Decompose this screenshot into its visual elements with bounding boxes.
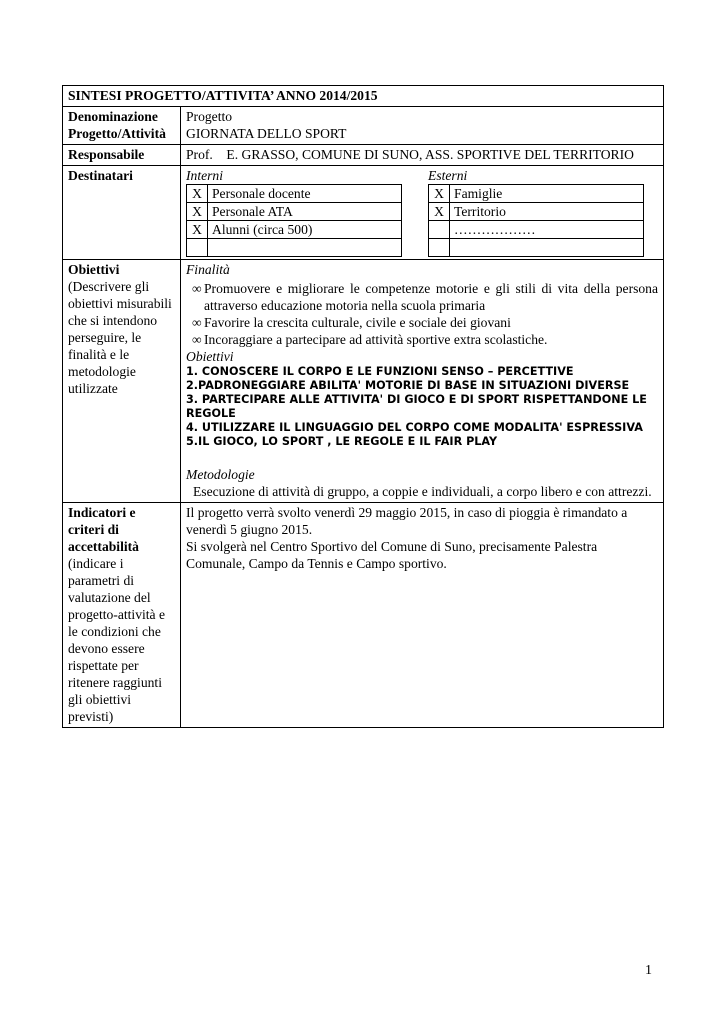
list-item: ∞ Incoraggiare a partecipare ad attività sportive extra scolastiche. (192, 332, 548, 347)
destinatari-row (63, 166, 664, 260)
checkbox-mark: X (187, 203, 208, 221)
destinatari-label: Destinatari (63, 166, 181, 260)
infinity-bullet-icon: ∞ (192, 281, 202, 296)
checkbox-mark (187, 239, 208, 257)
list-item: Personale ATA (208, 203, 402, 221)
checkbox-mark: X (429, 185, 450, 203)
indicatori-paragraph: Si svolgerà nel Centro Sportivo del Comune di Suno, precisamente Palestra Comunale, Campo da Tennis e Campo sportivo. (186, 539, 598, 571)
page-number: 1 (645, 963, 652, 978)
list-item: 3. PARTECIPARE ALLE ATTIVITA' DI GIOCO E DI SPORT RISPETTANDONE LE REGOLE (186, 393, 647, 420)
table-row (187, 203, 402, 221)
indicatori-label: Indicatori e criteri di accettabilità (indicare i parametri di valutazione del progetto-attività e le condizioni che devono essere rispettate per ritenere raggiunti gli obiettivi previsti) (63, 503, 181, 728)
obiettivi-heading: Obiettivi (186, 349, 234, 364)
table-row (187, 221, 402, 239)
table-row (187, 239, 402, 257)
checkbox-mark (429, 221, 450, 239)
obiettivi-content (181, 260, 664, 503)
infinity-bullet-icon: ∞ (192, 332, 202, 347)
list-item: 1. CONOSCERE IL CORPO E LE FUNZIONI SENSO – PERCETTIVE (186, 365, 574, 378)
list-item (450, 239, 644, 257)
project-summary-table (62, 85, 664, 728)
obiettivi-label: Obiettivi (Descrivere gli obiettivi misurabili che si intendono perseguire, le finalità e le metodologie utilizzate (63, 260, 181, 503)
obiettivi-list (186, 365, 658, 449)
list-item (208, 239, 402, 257)
responsabile-row (63, 145, 664, 166)
table-row (429, 185, 644, 203)
infinity-bullet-icon: ∞ (192, 315, 202, 330)
indicatori-row (63, 503, 664, 728)
denominazione-label: Denominazione Progetto/Attività (63, 107, 181, 145)
list-item: Famiglie (450, 185, 644, 203)
metodologie-heading: Metodologie (186, 467, 255, 482)
destinatari-value (181, 166, 664, 260)
table-row (429, 221, 644, 239)
header-row (63, 86, 664, 107)
list-item: 5.IL GIOCO, LO SPORT , LE REGOLE E IL FAIR PLAY (186, 435, 498, 448)
checkbox-mark: X (429, 203, 450, 221)
checkbox-mark: X (187, 185, 208, 203)
metodologie-text: Esecuzione di attività di gruppo, a coppie e individuali, a corpo libero e con attrezzi. (193, 484, 652, 499)
checkbox-mark (429, 239, 450, 257)
list-item: 4. UTILIZZARE IL LINGUAGGIO DEL CORPO COME MODALITA' ESPRESSIVA (186, 421, 643, 434)
table-row (429, 239, 644, 257)
responsabile-label: Responsabile (63, 145, 181, 166)
obiettivi-row (63, 260, 664, 503)
checkbox-mark: X (187, 221, 208, 239)
list-item: ∞ Favorire la crescita culturale, civile e sociale dei giovani (192, 315, 511, 330)
list-item: 2.PADRONEGGIARE ABILITA' MOTORIE DI BASE IN SITUAZIONI DIVERSE (186, 379, 630, 392)
denominazione-row (63, 107, 664, 145)
table-row (187, 185, 402, 203)
interni-group (186, 167, 402, 257)
list-item: Territorio (450, 203, 644, 221)
indicatori-content (181, 503, 664, 728)
list-item: Alunni (circa 500) (208, 221, 402, 239)
finalita-list (186, 280, 658, 348)
list-item: ∞ Promuovere e migliorare le competenze motorie e gli stili di vita della persona attraverso educazione motoria nella scuola primaria (192, 281, 659, 313)
table-header: SINTESI PROGETTO/ATTIVITA’ ANNO 2014/2015 (63, 86, 664, 107)
esterni-group (428, 167, 644, 257)
indicatori-paragraph: Il progetto verrà svolto venerdì 29 maggio 2015, in caso di pioggia è rimandato a venerdì 5 giugno 2015. (186, 505, 628, 537)
esterni-table (428, 184, 644, 257)
interni-title: Interni (186, 168, 223, 183)
interni-table (186, 184, 402, 257)
esterni-title: Esterni (428, 168, 468, 183)
list-item: Personale docente (208, 185, 402, 203)
responsabile-value: Prof. E. GRASSO, COMUNE DI SUNO, ASS. SPORTIVE DEL TERRITORIO (181, 145, 664, 166)
table-row (429, 203, 644, 221)
list-item: ……………… (450, 221, 644, 239)
denominazione-value: Progetto GIORNATA DELLO SPORT (181, 107, 664, 145)
finalita-heading: Finalità (186, 262, 230, 277)
